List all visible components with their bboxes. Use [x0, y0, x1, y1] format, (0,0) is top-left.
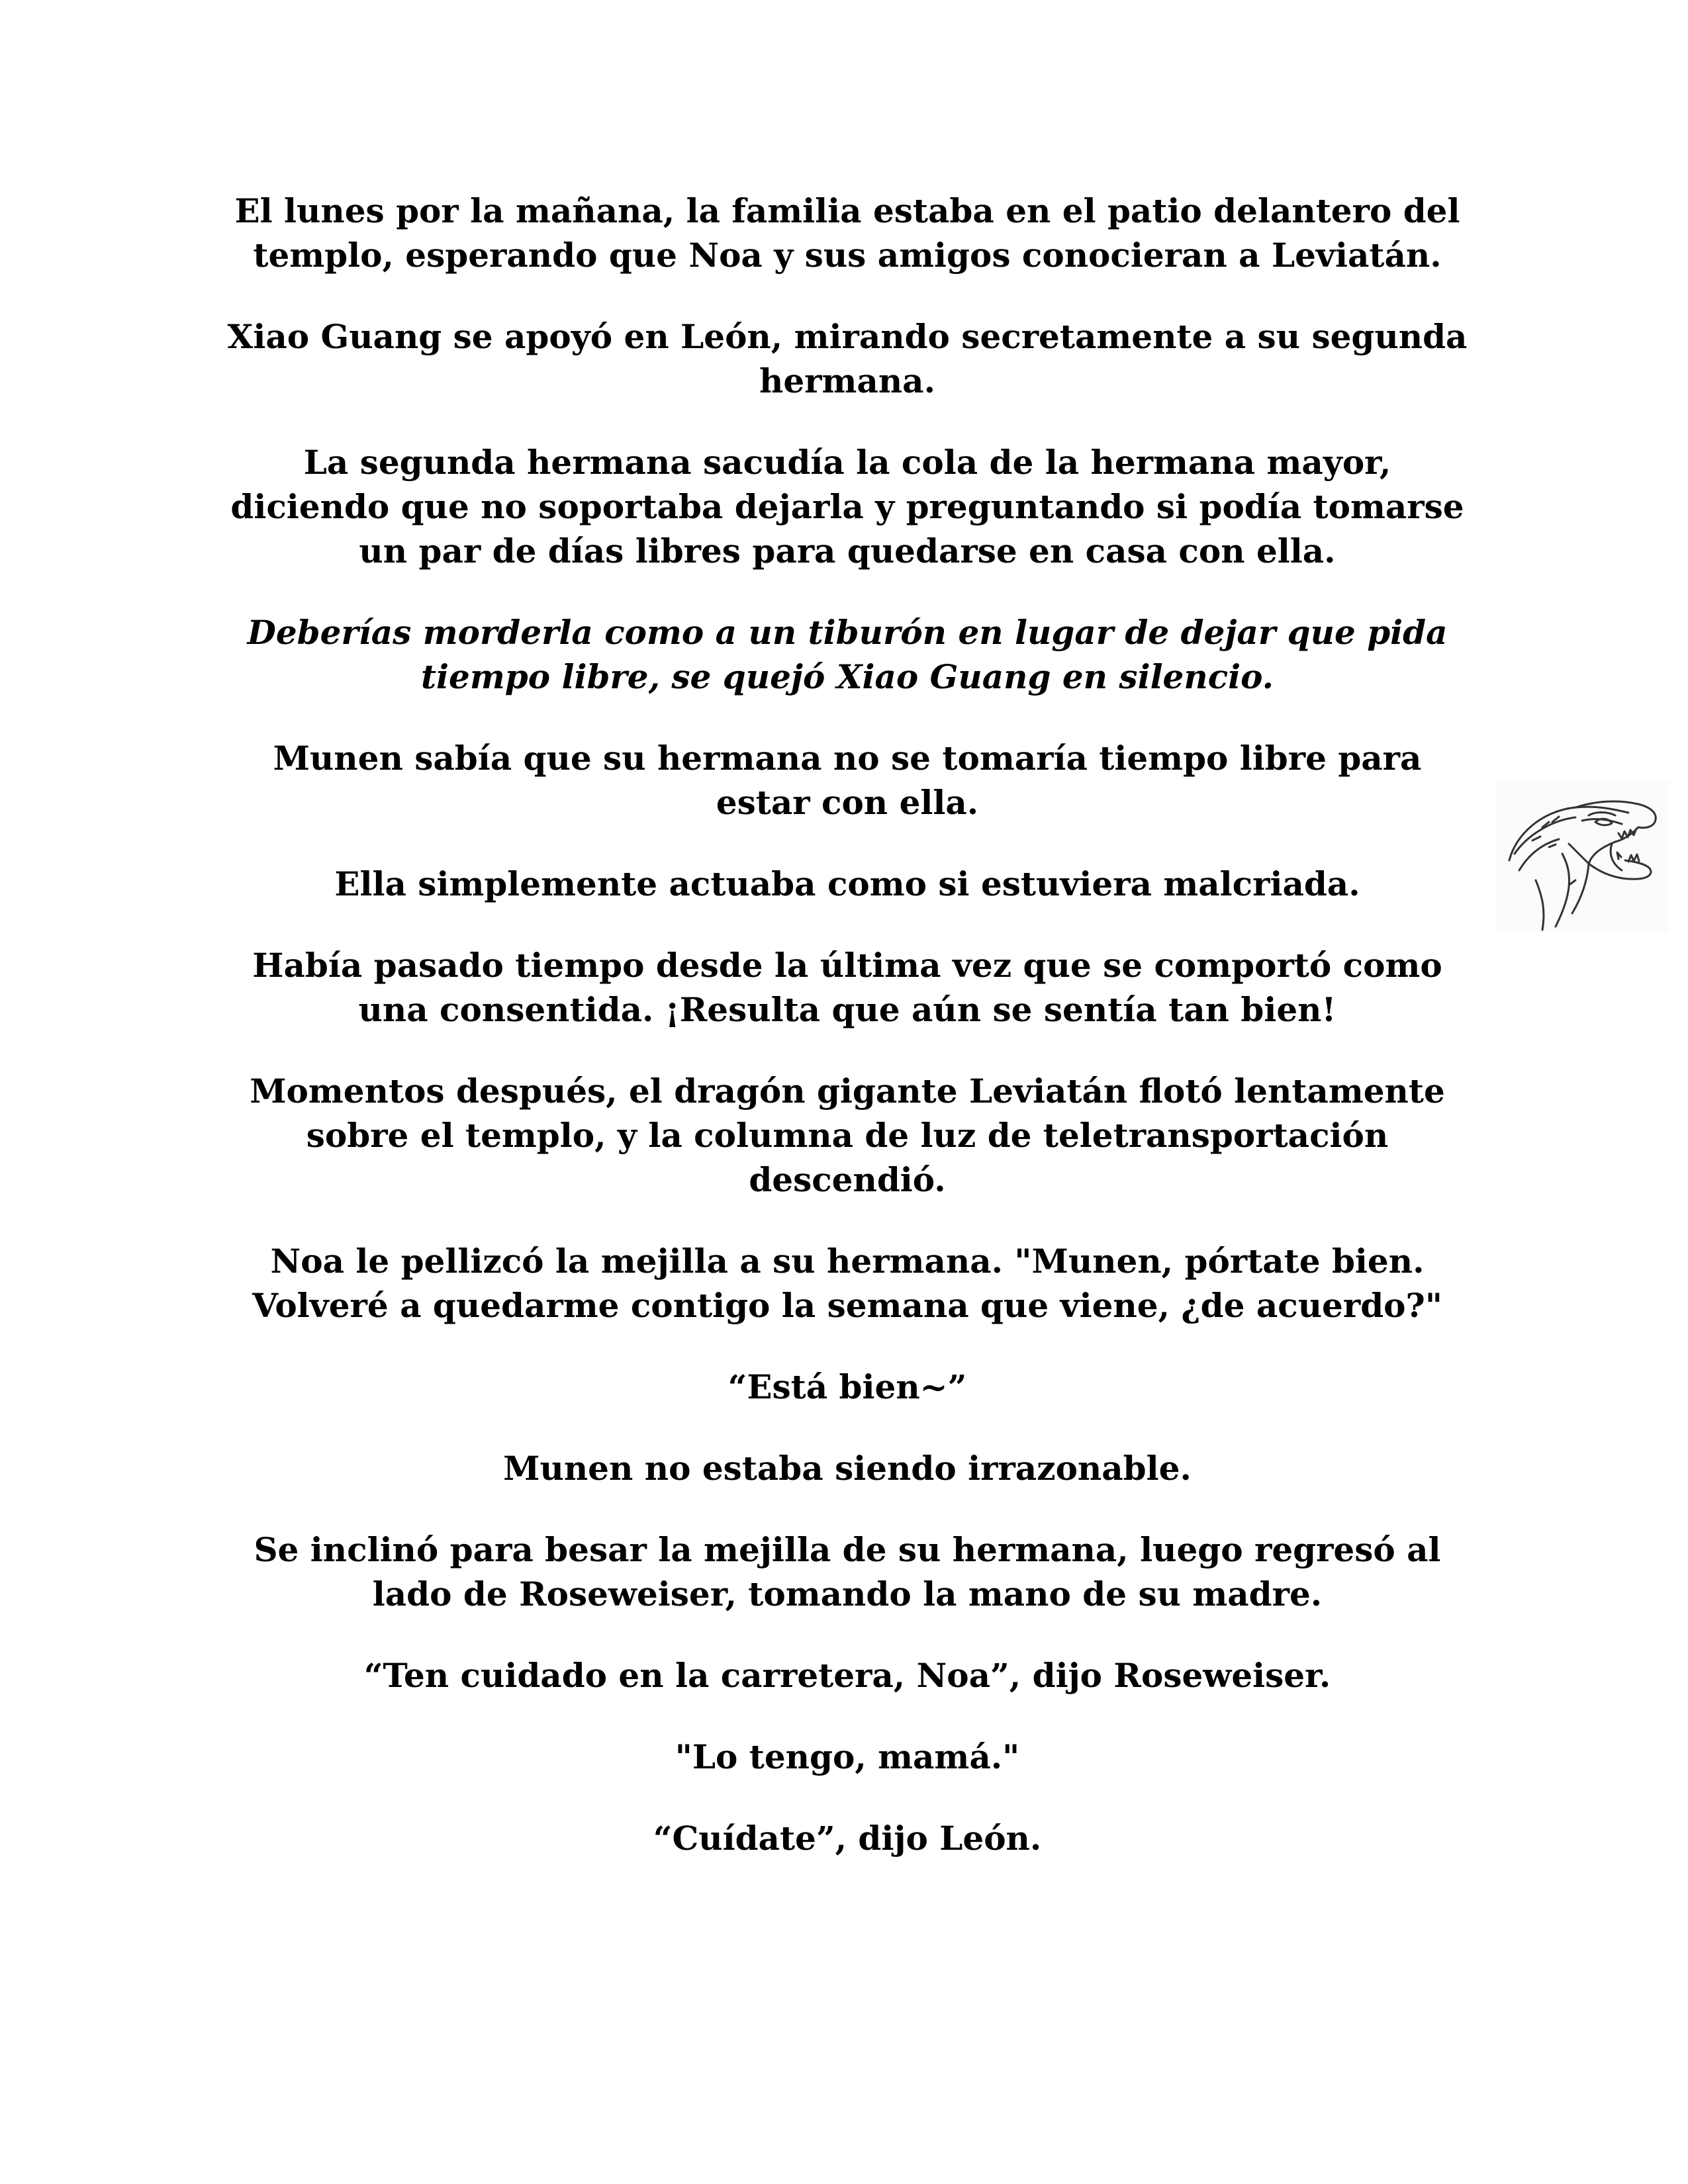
paragraph-10: “Está bien~”: [727, 1367, 967, 1406]
paragraph-7: Había pasado tiempo desde la última vez que se comportó como una consentida. ¡Resulta que aún se sentía tan bien!: [252, 946, 1442, 1029]
paragraph-14: "Lo tengo, mamá.": [675, 1737, 1020, 1776]
paragraph-2: Xiao Guang se apoyó en León, mirando secretamente a su segunda hermana.: [227, 317, 1468, 400]
paragraph-3: La segunda hermana sacudía la cola de la hermana mayor, diciendo que no soportaba dejarla y preguntando si podía tomarse un par de días libres para quedarse en casa con ella.: [230, 443, 1464, 570]
paragraph-11: Munen no estaba siendo irrazonable.: [503, 1449, 1192, 1488]
paragraph-4-inner-thought: Deberías morderla como a un tiburón en lugar de dejar que pida tiempo libre, se quejó Xiao Guang en silencio.: [247, 613, 1448, 696]
paragraph-12: Se inclinó para besar la mejilla de su hermana, luego regresó al lado de Roseweiser, tomando la mano de su madre.: [254, 1530, 1441, 1614]
paragraph-9: Noa le pellizcó la mejilla a su hermana. "Munen, pórtate bien. Volveré a quedarme contigo la semana que viene, ¿de acuerdo?": [252, 1242, 1442, 1325]
paragraph-6: Ella simplemente actuaba como si estuviera malcriada.: [334, 864, 1360, 903]
paragraph-13: “Ten cuidado en la carretera, Noa”, dijo Roseweiser.: [363, 1656, 1331, 1695]
paragraph-1: El lunes por la mañana, la familia estaba en el patio delantero del templo, esperando que Noa y sus amigos conocieran a Leviatán.: [234, 191, 1460, 275]
story-text: [225, 189, 1470, 1897]
paragraph-8: Momentos después, el dragón gigante Leviatán flotó lentamente sobre el templo, y la columna de luz de teletransportación descendió.: [250, 1071, 1445, 1199]
paragraph-15: “Cuídate”, dijo León.: [653, 1819, 1042, 1858]
dinosaur-head-sketch-icon: [1496, 781, 1668, 933]
paragraph-5: Munen sabía que su hermana no se tomaría tiempo libre para estar con ella.: [273, 739, 1422, 822]
